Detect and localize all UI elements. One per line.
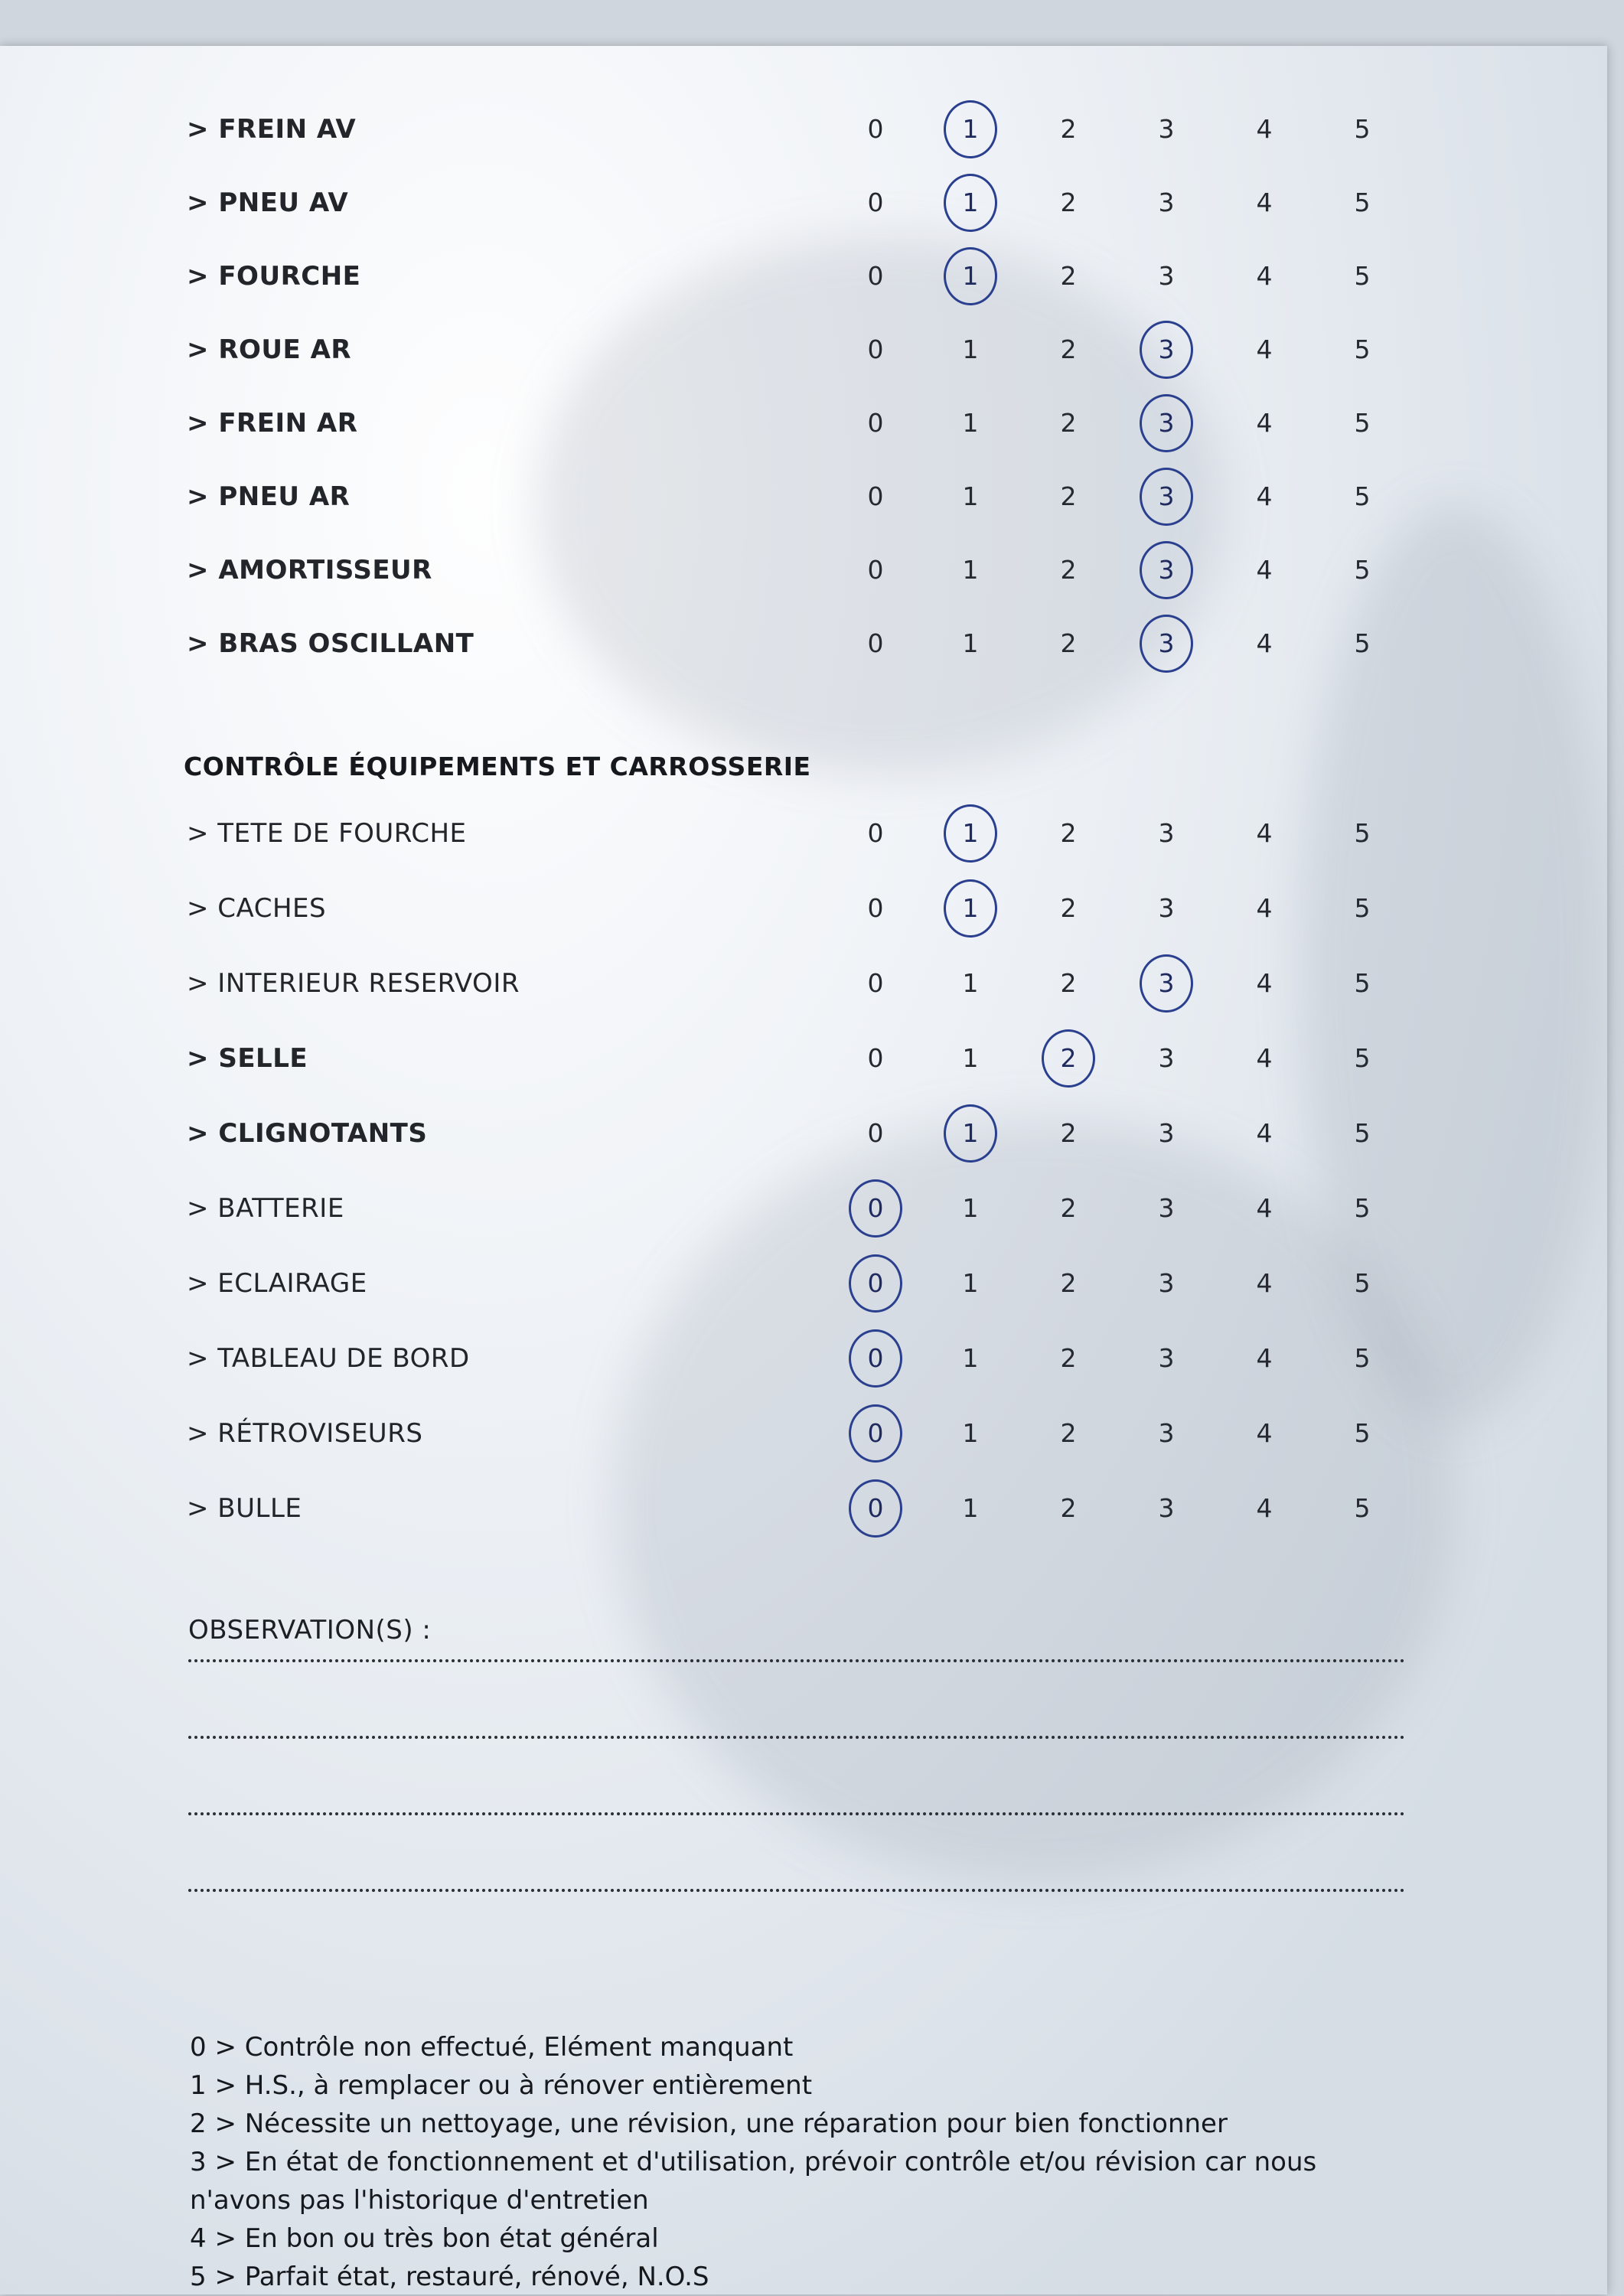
rating-score-1[interactable]: 1: [962, 1343, 979, 1373]
rating-score-3[interactable]: 3: [1158, 1493, 1175, 1523]
rating-score-1[interactable]: 1: [944, 804, 997, 863]
rating-row: [0, 796, 1607, 871]
rating-row: [0, 1396, 1607, 1471]
rating-score-3[interactable]: 3: [1158, 1418, 1175, 1448]
rating-score-0[interactable]: 0: [849, 1479, 902, 1538]
rating-score-2[interactable]: 2: [1042, 1029, 1095, 1088]
rating-score-1[interactable]: 1: [962, 628, 979, 658]
rating-score-3[interactable]: 3: [1140, 468, 1193, 526]
rating-score-2[interactable]: 2: [1060, 1193, 1077, 1223]
rating-row: [0, 1096, 1607, 1171]
rating-score-2[interactable]: 2: [1060, 968, 1077, 998]
legend-line: 4 > En bon ou très bon état général: [190, 2223, 659, 2254]
rating-score-2[interactable]: 2: [1060, 1493, 1077, 1523]
rating-score-3[interactable]: 3: [1158, 1043, 1175, 1073]
rating-score-5[interactable]: 5: [1354, 481, 1371, 511]
rating-score-0[interactable]: 0: [867, 818, 884, 848]
rating-score-1[interactable]: 1: [962, 408, 979, 438]
rating-score-3[interactable]: 3: [1140, 954, 1193, 1013]
rating-score-4[interactable]: 4: [1256, 968, 1273, 998]
rating-row: [0, 533, 1607, 608]
inspection-sheet: [0, 46, 1607, 2294]
rating-row: [0, 871, 1607, 946]
rating-score-4[interactable]: 4: [1256, 1343, 1273, 1373]
rating-score-2[interactable]: 2: [1060, 1268, 1077, 1298]
rating-score-0[interactable]: 0: [867, 893, 884, 923]
rating-score-5[interactable]: 5: [1354, 114, 1371, 144]
legend-line: n'avons pas l'historique d'entretien: [190, 2185, 649, 2216]
rating-score-2[interactable]: 2: [1060, 628, 1077, 658]
rating-score-5[interactable]: 5: [1354, 408, 1371, 438]
rating-score-5[interactable]: 5: [1354, 1268, 1371, 1298]
rating-row-label: > CACHES: [187, 893, 327, 924]
rating-score-3[interactable]: 3: [1158, 1343, 1175, 1373]
rating-score-4[interactable]: 4: [1256, 1493, 1273, 1523]
rating-score-1[interactable]: 1: [944, 247, 997, 305]
rating-row-label: > ROUE AR: [187, 334, 352, 365]
rating-score-2[interactable]: 2: [1060, 555, 1077, 585]
rating-row-label: > PNEU AV: [187, 188, 349, 218]
rating-score-0[interactable]: 0: [867, 114, 884, 144]
rating-row-label: > INTERIEUR RESERVOIR: [187, 968, 520, 999]
rating-score-4[interactable]: 4: [1256, 893, 1273, 923]
rating-score-0[interactable]: 0: [867, 555, 884, 585]
rating-row: [0, 312, 1607, 387]
rating-score-4[interactable]: 4: [1256, 481, 1273, 511]
rating-score-5[interactable]: 5: [1354, 893, 1371, 923]
rating-score-1[interactable]: 1: [962, 481, 979, 511]
rating-score-0[interactable]: 0: [867, 1043, 884, 1073]
observation-line: [188, 1812, 1405, 1815]
rating-row: [0, 165, 1607, 240]
rating-score-3[interactable]: 3: [1140, 394, 1193, 452]
rating-score-4[interactable]: 4: [1256, 408, 1273, 438]
observation-line: [188, 1889, 1405, 1892]
rating-score-4[interactable]: 4: [1256, 1418, 1273, 1448]
rating-score-2[interactable]: 2: [1060, 261, 1077, 291]
rating-score-3[interactable]: 3: [1158, 188, 1175, 217]
rating-score-1[interactable]: 1: [944, 1104, 997, 1163]
rating-score-3[interactable]: 3: [1158, 1268, 1175, 1298]
rating-score-0[interactable]: 0: [849, 1404, 902, 1463]
rating-score-5[interactable]: 5: [1354, 1493, 1371, 1523]
rating-score-4[interactable]: 4: [1256, 188, 1273, 217]
rating-score-2[interactable]: 2: [1060, 1418, 1077, 1448]
rating-score-5[interactable]: 5: [1354, 1118, 1371, 1148]
rating-score-2[interactable]: 2: [1060, 481, 1077, 511]
observation-line: [188, 1659, 1405, 1662]
rating-score-0[interactable]: 0: [849, 1179, 902, 1238]
rating-score-1[interactable]: 1: [962, 334, 979, 364]
rating-score-5[interactable]: 5: [1354, 628, 1371, 658]
rating-legend: [190, 2028, 1430, 2296]
rating-score-2[interactable]: 2: [1060, 1343, 1077, 1373]
rating-score-1[interactable]: 1: [962, 555, 979, 585]
rating-score-3[interactable]: 3: [1158, 261, 1175, 291]
rating-row-label: > BULLE: [187, 1493, 302, 1524]
rating-score-2[interactable]: 2: [1060, 893, 1077, 923]
rating-row-label: > SELLE: [187, 1043, 308, 1074]
rating-row: [0, 1321, 1607, 1396]
rating-row: [0, 606, 1607, 681]
rating-score-5[interactable]: 5: [1354, 188, 1371, 217]
rating-score-3[interactable]: 3: [1140, 615, 1193, 673]
rating-row-label: > ECLAIRAGE: [187, 1268, 367, 1299]
rating-score-4[interactable]: 4: [1256, 1118, 1273, 1148]
rating-score-3[interactable]: 3: [1140, 321, 1193, 379]
rating-score-2[interactable]: 2: [1060, 408, 1077, 438]
rating-score-4[interactable]: 4: [1256, 628, 1273, 658]
rating-row-label: > RÉTROVISEURS: [187, 1418, 423, 1449]
rating-row-label: > TETE DE FOURCHE: [187, 818, 467, 849]
rating-score-4[interactable]: 4: [1256, 1268, 1273, 1298]
rating-score-0[interactable]: 0: [867, 968, 884, 998]
rating-row-label: > FREIN AV: [187, 114, 357, 145]
rating-score-5[interactable]: 5: [1354, 818, 1371, 848]
rating-score-3[interactable]: 3: [1158, 893, 1175, 923]
rating-score-0[interactable]: 0: [849, 1254, 902, 1313]
rating-row: [0, 1246, 1607, 1321]
rating-score-5[interactable]: 5: [1354, 555, 1371, 585]
rating-score-3[interactable]: 3: [1158, 818, 1175, 848]
rating-row-label: > BATTERIE: [187, 1193, 344, 1224]
rating-row-label: > FOURCHE: [187, 261, 361, 292]
legend-line: 2 > Nécessite un nettoyage, une révision, une réparation pour bien fonctionner: [190, 2108, 1228, 2139]
rating-score-3[interactable]: 3: [1158, 114, 1175, 144]
rating-score-0[interactable]: 0: [867, 481, 884, 511]
rating-score-1[interactable]: 1: [962, 1043, 979, 1073]
rating-score-5[interactable]: 5: [1354, 968, 1371, 998]
rating-row: [0, 386, 1607, 461]
rating-score-4[interactable]: 4: [1256, 334, 1273, 364]
legend-line: 0 > Contrôle non effectué, Elément manquant: [190, 2032, 794, 2063]
section-title: CONTRÔLE ÉQUIPEMENTS ET CARROSSERIE: [184, 752, 811, 781]
rating-row-label: > FREIN AR: [187, 408, 358, 439]
rating-score-1[interactable]: 1: [944, 174, 997, 232]
rating-row-label: > BRAS OSCILLANT: [187, 628, 474, 659]
rating-score-2[interactable]: 2: [1060, 334, 1077, 364]
rating-score-3[interactable]: 3: [1140, 541, 1193, 599]
rating-row: [0, 1471, 1607, 1546]
rating-score-1[interactable]: 1: [944, 879, 997, 938]
observation-line: [188, 1736, 1405, 1739]
legend-line: 3 > En état de fonctionnement et d'utilisation, prévoir contrôle et/ou révision car nous: [190, 2147, 1317, 2177]
rating-score-1[interactable]: 1: [962, 1493, 979, 1523]
rating-row-label: > AMORTISSEUR: [187, 555, 432, 585]
rating-score-3[interactable]: 3: [1158, 1193, 1175, 1223]
rating-score-5[interactable]: 5: [1354, 334, 1371, 364]
rating-row: [0, 92, 1607, 167]
rating-score-2[interactable]: 2: [1060, 114, 1077, 144]
rating-score-4[interactable]: 4: [1256, 818, 1273, 848]
rating-score-0[interactable]: 0: [867, 408, 884, 438]
rating-row: [0, 459, 1607, 534]
rating-score-4[interactable]: 4: [1256, 1193, 1273, 1223]
rating-score-1[interactable]: 1: [962, 1193, 979, 1223]
rating-score-4[interactable]: 4: [1256, 114, 1273, 144]
rating-score-2[interactable]: 2: [1060, 818, 1077, 848]
rating-row: [0, 239, 1607, 314]
rating-row: [0, 1171, 1607, 1246]
legend-line: 5 > Parfait état, restauré, rénové, N.O.S: [190, 2262, 709, 2292]
legend-line: 1 > H.S., à remplacer ou à rénover entièrement: [190, 2070, 813, 2101]
rating-score-0[interactable]: 0: [867, 188, 884, 217]
rating-row-label: > CLIGNOTANTS: [187, 1118, 428, 1149]
rating-score-4[interactable]: 4: [1256, 261, 1273, 291]
rating-score-1[interactable]: 1: [962, 1268, 979, 1298]
rating-score-1[interactable]: 1: [944, 100, 997, 158]
rating-score-0[interactable]: 0: [867, 628, 884, 658]
rating-score-0[interactable]: 0: [867, 334, 884, 364]
rating-score-5[interactable]: 5: [1354, 1418, 1371, 1448]
observation-label: OBSERVATION(S) :: [188, 1615, 432, 1645]
rating-score-2[interactable]: 2: [1060, 1118, 1077, 1148]
rating-row: [0, 946, 1607, 1021]
rating-score-0[interactable]: 0: [849, 1329, 902, 1388]
rating-score-4[interactable]: 4: [1256, 555, 1273, 585]
rating-score-5[interactable]: 5: [1354, 261, 1371, 291]
rating-score-0[interactable]: 0: [867, 1118, 884, 1148]
rating-row: [0, 1021, 1607, 1096]
rating-row-label: > TABLEAU DE BORD: [187, 1343, 470, 1374]
rating-score-2[interactable]: 2: [1060, 188, 1077, 217]
rating-score-0[interactable]: 0: [867, 261, 884, 291]
rating-score-1[interactable]: 1: [962, 1418, 979, 1448]
rating-score-1[interactable]: 1: [962, 968, 979, 998]
rating-score-3[interactable]: 3: [1158, 1118, 1175, 1148]
rating-score-5[interactable]: 5: [1354, 1193, 1371, 1223]
rating-score-5[interactable]: 5: [1354, 1043, 1371, 1073]
rating-score-5[interactable]: 5: [1354, 1343, 1371, 1373]
rating-score-4[interactable]: 4: [1256, 1043, 1273, 1073]
rating-row-label: > PNEU AR: [187, 481, 351, 512]
